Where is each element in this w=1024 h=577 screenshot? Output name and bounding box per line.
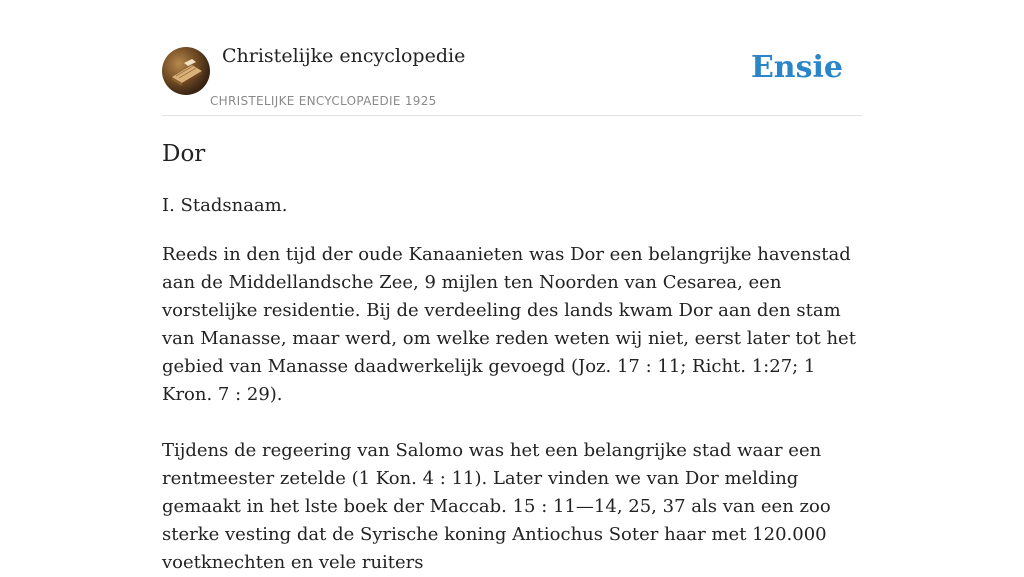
- article-paragraph: Tijdens de regeering van Salomo was het een belangrijke stad waar een rentmeester zetelde (1 Kon. 4 : 11). Later vinden we van Dor melding gemaakt in het lste boek der Maccab. 15 : 11—14, 25, 37 als van een zoo sterke vesting dat de Syrische koning Antiochus Soter haar met 120.000 voetknechten en vele ruiters: [162, 440, 831, 573]
- site-header: [162, 0, 862, 116]
- article-paragraph: Reeds in den tijd der oude Kanaanieten was Dor een belangrijke havenstad aan de Middellandsche Zee, 9 mijlen ten Noorden van Cesarea, een vorstelijke residentie. Bij de verdeeling des lands kwam Dor aan den stam van Manasse, maar werd, om welke reden weten wij niet, eerst later tot het gebied van Manasse daadwerkelijk gevoegd (Joz. 17 : 11; Richt. 1:27; 1 Kron. 7 : 29).: [162, 244, 856, 405]
- article: [162, 138, 862, 577]
- book-icon: [162, 47, 210, 95]
- brand-logo[interactable]: Ensie: [750, 50, 843, 85]
- site-name[interactable]: Christelijke encyclopedie: [222, 45, 466, 67]
- section-heading: I. Stadsnaam.: [162, 195, 288, 216]
- article-title: Dor: [162, 141, 206, 167]
- site-subtitle[interactable]: CHRISTELIJKE ENCYCLOPAEDIE 1925: [210, 94, 437, 108]
- book-illustration-avatar[interactable]: [162, 47, 210, 95]
